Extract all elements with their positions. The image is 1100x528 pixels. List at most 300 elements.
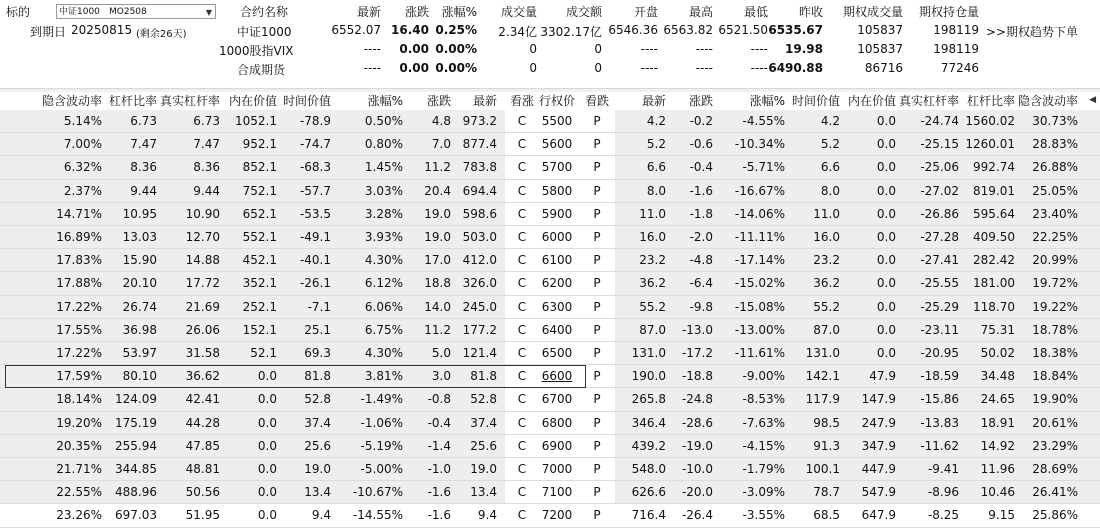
put-real-leverage: -8.25 <box>927 508 959 523</box>
strike: 6000 <box>541 230 573 244</box>
put-change: -0.6 <box>689 137 713 152</box>
call-last: 412.0 <box>462 253 497 268</box>
put-change: -19.0 <box>681 438 713 453</box>
put-time-value: 36.2 <box>813 276 840 291</box>
put-last: 5.2 <box>646 137 666 152</box>
put-change: -20.0 <box>681 485 713 500</box>
put-time-value: 87.0 <box>813 322 840 337</box>
header-call-real-leverage[interactable]: 真实杠杆率 <box>159 94 220 108</box>
info-change: 16.40 <box>391 23 429 37</box>
call-pct-change: 0.80% <box>364 137 403 152</box>
info-pct-change: 0.25% <box>435 23 477 37</box>
header-strike[interactable]: 行权价 <box>538 94 575 108</box>
put-leverage: 1260.01 <box>965 137 1015 152</box>
call-leverage: 6.73 <box>130 114 157 128</box>
call-intrinsic: 552.1 <box>242 230 277 244</box>
call-time-value: -49.1 <box>299 230 331 244</box>
call-time-value: 25.1 <box>304 322 331 337</box>
put-change: -1.8 <box>689 206 713 221</box>
scroll-left-icon[interactable]: ◀ <box>1089 95 1096 105</box>
put-leverage: 595.64 <box>973 206 1015 221</box>
call-intrinsic: 0.0 <box>257 508 277 523</box>
put-label: P <box>593 508 601 523</box>
put-real-leverage: -18.59 <box>920 369 959 384</box>
info-pct-change: 0.00% <box>435 42 477 56</box>
call-pct-change: 6.06% <box>364 299 403 314</box>
info-turnover: 0 <box>594 42 602 56</box>
put-iv: 30.73% <box>1032 114 1078 128</box>
call-label: C <box>517 137 527 152</box>
header-put-leverage[interactable]: 杠杆比率 <box>966 94 1015 108</box>
call-last: 783.8 <box>462 160 497 175</box>
call-pct-change: 0.50% <box>364 114 403 128</box>
call-last: 694.4 <box>462 183 497 198</box>
put-leverage: 14.92 <box>980 438 1015 453</box>
put-leverage: 10.46 <box>980 485 1015 500</box>
call-iv: 17.59% <box>56 369 102 384</box>
call-time-value: 81.8 <box>304 369 331 384</box>
header-put-real-leverage[interactable]: 真实杠杆率 <box>898 94 959 108</box>
call-time-value: -26.1 <box>299 276 331 291</box>
call-real-leverage: 44.28 <box>185 415 220 430</box>
header-call-label[interactable]: 看涨 <box>509 94 534 108</box>
info-contract-name: 合成期货 <box>237 63 286 77</box>
put-real-leverage: -8.96 <box>927 485 959 500</box>
call-change: 7.0 <box>431 137 451 152</box>
call-pct-change: 6.12% <box>364 276 403 291</box>
call-iv: 17.83% <box>56 253 102 268</box>
option-row[interactable] <box>0 388 1100 411</box>
option-row[interactable] <box>0 342 1100 365</box>
call-last: 13.4 <box>470 485 497 500</box>
put-leverage: 50.02 <box>980 346 1015 360</box>
call-time-value: 69.3 <box>304 346 331 360</box>
call-leverage: 9.44 <box>130 183 157 198</box>
call-last: 19.0 <box>470 462 497 476</box>
call-last: 121.4 <box>462 346 497 360</box>
put-time-value: 16.0 <box>813 230 840 244</box>
info-high: ---- <box>695 61 713 75</box>
call-real-leverage: 42.41 <box>185 392 220 407</box>
expiry-label: 到期日 <box>30 25 67 39</box>
call-iv: 2.37% <box>63 183 102 198</box>
put-label: P <box>593 438 601 453</box>
info-low: ---- <box>750 61 768 75</box>
expiry-date: 20250815 <box>71 23 133 37</box>
put-intrinsic: 0.0 <box>876 160 896 175</box>
call-leverage: 488.96 <box>115 485 157 500</box>
strike: 5600 <box>541 137 573 152</box>
call-leverage: 36.98 <box>122 322 157 337</box>
put-pct-change: -15.02% <box>734 276 785 291</box>
call-real-leverage: 12.70 <box>185 230 220 244</box>
call-intrinsic: 52.1 <box>250 346 277 360</box>
info-header-last: 最新 <box>356 5 381 19</box>
call-change: 19.0 <box>424 206 451 221</box>
option-row[interactable] <box>0 435 1100 458</box>
option-row[interactable] <box>0 133 1100 156</box>
option-row[interactable] <box>0 226 1100 249</box>
call-time-value: -57.7 <box>299 183 331 198</box>
header-put-change[interactable]: 涨跌 <box>688 94 713 108</box>
call-pct-change: 3.93% <box>364 230 403 244</box>
put-label: P <box>593 485 601 500</box>
option-row[interactable] <box>0 203 1100 226</box>
option-row[interactable] <box>0 481 1100 504</box>
info-contract-name: 1000股指VIX <box>219 44 294 58</box>
call-change: 11.2 <box>424 322 451 337</box>
call-label: C <box>517 462 527 476</box>
strike: 7200 <box>541 508 573 523</box>
put-last: 16.0 <box>639 230 666 244</box>
put-time-value: 55.2 <box>813 299 840 314</box>
put-real-leverage: -25.15 <box>920 137 959 152</box>
put-real-leverage: -25.06 <box>920 160 959 175</box>
put-pct-change: -4.55% <box>742 114 785 128</box>
underlying-select[interactable] <box>56 4 216 19</box>
put-pct-change: -7.63% <box>742 415 785 430</box>
call-iv: 7.00% <box>63 137 102 152</box>
header-put-intrinsic[interactable]: 内在价值 <box>847 94 896 108</box>
call-last: 973.2 <box>462 114 497 128</box>
call-intrinsic: 152.1 <box>242 322 277 337</box>
call-real-leverage: 50.56 <box>185 485 220 500</box>
info-option-volume: 105837 <box>857 42 903 56</box>
put-iv: 25.86% <box>1032 508 1078 523</box>
header-call-leverage[interactable]: 杠杆比率 <box>108 94 157 108</box>
header-call-iv[interactable]: 隐含波动率 <box>41 94 102 108</box>
put-last: 131.0 <box>631 346 666 360</box>
call-real-leverage: 36.62 <box>185 369 220 384</box>
call-iv: 16.89% <box>56 230 102 244</box>
strike: 6800 <box>541 415 573 430</box>
call-time-value: 13.4 <box>304 485 331 500</box>
expiry-remaining: (剩余26天) <box>136 29 187 40</box>
call-last: 9.4 <box>477 508 497 523</box>
put-iv: 19.22% <box>1032 299 1078 314</box>
put-label: P <box>593 392 601 407</box>
option-row[interactable] <box>0 272 1100 295</box>
put-last: 626.6 <box>631 485 666 500</box>
put-intrinsic: 0.0 <box>876 253 896 268</box>
call-real-leverage: 17.72 <box>185 276 220 291</box>
call-change: 19.0 <box>424 230 451 244</box>
put-intrinsic: 0.0 <box>876 114 896 128</box>
call-change: -0.4 <box>427 415 451 430</box>
call-time-value: -7.1 <box>307 299 331 314</box>
call-last: 326.0 <box>462 276 497 291</box>
call-change: 3.0 <box>431 369 451 384</box>
put-time-value: 131.0 <box>805 346 840 360</box>
strike: 7000 <box>541 462 573 476</box>
put-pct-change: -11.61% <box>734 346 785 360</box>
header-put-pct-change[interactable]: 涨幅% <box>749 94 785 108</box>
info-low: 6521.50 <box>718 23 768 37</box>
put-real-leverage: -24.74 <box>920 114 959 128</box>
put-pct-change: -3.09% <box>742 485 785 500</box>
strike: 7100 <box>541 485 573 500</box>
option-row[interactable] <box>0 458 1100 481</box>
info-last: 6552.07 <box>331 23 381 37</box>
call-intrinsic: 852.1 <box>242 160 277 175</box>
call-label: C <box>517 114 527 128</box>
put-pct-change: -17.14% <box>734 253 785 268</box>
put-intrinsic: 347.9 <box>861 438 896 453</box>
put-label: P <box>593 160 601 175</box>
call-iv: 6.32% <box>63 160 102 175</box>
put-change: -10.0 <box>681 462 713 476</box>
info-low: ---- <box>750 42 768 56</box>
put-intrinsic: 647.9 <box>861 508 896 523</box>
call-intrinsic: 0.0 <box>257 415 277 430</box>
call-last: 177.2 <box>462 322 497 337</box>
info-header-open: 开盘 <box>633 5 658 19</box>
put-leverage: 181.00 <box>973 276 1015 291</box>
call-change: -1.4 <box>427 438 451 453</box>
strike: 6200 <box>541 276 573 291</box>
call-iv: 21.71% <box>56 462 102 476</box>
call-label: C <box>517 206 527 221</box>
call-leverage: 13.03 <box>122 230 157 244</box>
put-pct-change: -3.55% <box>742 508 785 523</box>
call-label: C <box>517 160 527 175</box>
info-turnover: 0 <box>594 61 602 75</box>
put-iv: 18.84% <box>1032 369 1078 384</box>
call-change: 14.0 <box>424 299 451 314</box>
call-intrinsic: 0.0 <box>257 438 277 453</box>
header-put-iv[interactable]: 隐含波动率 <box>1017 94 1078 108</box>
call-label: C <box>517 485 527 500</box>
info-header-contract-name: 合约名称 <box>240 5 289 19</box>
call-iv: 18.14% <box>56 392 102 407</box>
option-row[interactable] <box>0 180 1100 203</box>
option-row[interactable] <box>0 412 1100 435</box>
put-time-value: 4.2 <box>820 114 840 128</box>
info-header-turnover: 成交额 <box>565 5 602 19</box>
call-label: C <box>517 415 527 430</box>
put-real-leverage: -9.41 <box>927 462 959 476</box>
put-time-value: 100.1 <box>805 462 840 476</box>
call-pct-change: 3.28% <box>364 206 403 221</box>
put-label: P <box>593 369 601 384</box>
put-time-value: 23.2 <box>813 253 840 268</box>
put-last: 439.2 <box>631 438 666 453</box>
call-change: 17.0 <box>424 253 451 268</box>
call-label: C <box>517 392 527 407</box>
call-time-value: 9.4 <box>311 508 331 523</box>
put-pct-change: -13.00% <box>734 322 785 337</box>
call-change: -0.8 <box>427 392 451 407</box>
put-intrinsic: 247.9 <box>861 415 896 430</box>
strike: 6900 <box>541 438 573 453</box>
put-label: P <box>593 230 601 244</box>
call-pct-change: 1.45% <box>364 160 403 175</box>
put-label: P <box>593 322 601 337</box>
call-last: 245.0 <box>462 299 497 314</box>
call-label: C <box>517 322 527 337</box>
call-intrinsic: 0.0 <box>257 369 277 384</box>
call-real-leverage: 8.36 <box>193 160 220 175</box>
put-change: -26.4 <box>681 508 713 523</box>
put-iv: 23.40% <box>1032 206 1078 221</box>
call-change: 20.4 <box>424 183 451 198</box>
call-time-value: 19.0 <box>304 462 331 476</box>
put-pct-change: -15.08% <box>734 299 785 314</box>
put-intrinsic: 0.0 <box>876 206 896 221</box>
put-last: 36.2 <box>639 276 666 291</box>
call-time-value: 25.6 <box>304 438 331 453</box>
info-contract-name: 中证1000 <box>237 25 292 39</box>
put-last: 55.2 <box>639 299 666 314</box>
call-pct-change: -1.06% <box>360 415 403 430</box>
header-call-time-value[interactable]: 时间价值 <box>282 94 331 108</box>
call-iv: 23.26% <box>56 508 102 523</box>
put-pct-change: -8.53% <box>742 392 785 407</box>
call-iv: 14.71% <box>56 206 102 221</box>
put-leverage: 34.48 <box>980 369 1015 384</box>
call-pct-change: -1.49% <box>360 392 403 407</box>
info-high: ---- <box>695 42 713 56</box>
put-last: 11.0 <box>639 206 666 221</box>
strike: 5700 <box>541 160 573 175</box>
info-last: ---- <box>363 42 381 56</box>
option-row[interactable] <box>0 319 1100 342</box>
call-label: C <box>517 346 527 360</box>
call-intrinsic: 352.1 <box>242 276 277 291</box>
put-label: P <box>593 206 601 221</box>
call-pct-change: -5.00% <box>360 462 403 476</box>
call-pct-change: -14.55% <box>352 508 403 523</box>
put-pct-change: -14.06% <box>734 206 785 221</box>
put-leverage: 282.42 <box>973 253 1015 268</box>
put-label: P <box>593 276 601 291</box>
strike: 5900 <box>541 206 573 221</box>
call-real-leverage: 7.47 <box>193 137 220 152</box>
put-intrinsic: 0.0 <box>876 230 896 244</box>
call-label: C <box>517 369 527 384</box>
strike: 6500 <box>541 346 573 360</box>
put-last: 716.4 <box>631 508 666 523</box>
info-prev-close: 6535.67 <box>768 23 823 37</box>
call-leverage: 175.19 <box>115 415 157 430</box>
info-change: 0.00 <box>399 61 429 75</box>
info-header-low: 最低 <box>743 5 768 19</box>
put-real-leverage: -20.95 <box>920 346 959 360</box>
option-row[interactable] <box>0 110 1100 133</box>
call-pct-change: 4.30% <box>364 253 403 268</box>
call-last: 25.6 <box>470 438 497 453</box>
call-last: 52.8 <box>470 392 497 407</box>
put-pct-change: -4.15% <box>742 438 785 453</box>
put-last: 8.0 <box>646 183 666 198</box>
put-iv: 22.25% <box>1032 230 1078 244</box>
call-time-value: -40.1 <box>299 253 331 268</box>
put-time-value: 142.1 <box>805 369 840 384</box>
info-header-high: 最高 <box>688 5 713 19</box>
info-pct-change: 0.00% <box>435 61 477 75</box>
put-change: -0.4 <box>689 160 713 175</box>
series-select-value: MO2508 <box>109 7 147 17</box>
put-last: 87.0 <box>639 322 666 337</box>
info-header-option-volume: 期权成交量 <box>842 5 903 19</box>
put-last: 23.2 <box>639 253 666 268</box>
option-row[interactable] <box>0 296 1100 319</box>
call-leverage: 53.97 <box>122 346 157 360</box>
put-intrinsic: 0.0 <box>876 346 896 360</box>
header-put-label[interactable]: 看跌 <box>584 94 609 108</box>
header-call-pct-change[interactable]: 涨幅% <box>367 94 403 108</box>
put-last: 190.0 <box>631 369 666 384</box>
put-real-leverage: -23.11 <box>920 322 959 337</box>
call-iv: 5.14% <box>63 114 102 128</box>
option-row[interactable] <box>0 156 1100 179</box>
info-option-open-interest: 198119 <box>933 42 979 56</box>
call-time-value: -74.7 <box>299 137 331 152</box>
put-real-leverage: -11.62 <box>920 438 959 453</box>
header-put-last[interactable]: 最新 <box>641 94 666 108</box>
trend-order-button[interactable]: >>期权趋势下单 <box>985 25 1078 39</box>
call-intrinsic: 452.1 <box>242 253 277 268</box>
info-volume: 0 <box>529 42 537 56</box>
call-leverage: 10.95 <box>122 206 157 221</box>
put-change: -1.6 <box>689 183 713 198</box>
call-real-leverage: 51.95 <box>185 508 220 523</box>
put-iv: 18.78% <box>1032 322 1078 337</box>
header-call-last[interactable]: 最新 <box>472 94 497 108</box>
call-leverage: 15.90 <box>122 253 157 268</box>
option-row[interactable] <box>0 504 1100 527</box>
header-call-change[interactable]: 涨跌 <box>426 94 451 108</box>
header-put-time-value[interactable]: 时间价值 <box>791 94 840 108</box>
call-leverage: 124.09 <box>115 392 157 407</box>
info-header-prev-close: 昨收 <box>798 5 823 19</box>
call-pct-change: 3.81% <box>364 369 403 384</box>
call-iv: 17.22% <box>56 346 102 360</box>
info-header-volume: 成交量 <box>500 5 537 19</box>
put-time-value: 91.3 <box>813 438 840 453</box>
underlying-select-value: 中证1000 <box>59 7 100 17</box>
option-row[interactable] <box>0 249 1100 272</box>
call-real-leverage: 26.06 <box>185 322 220 337</box>
put-time-value: 78.7 <box>813 485 840 500</box>
call-iv: 17.88% <box>56 276 102 291</box>
call-leverage: 344.85 <box>115 462 157 476</box>
call-change: 11.2 <box>424 160 451 175</box>
call-pct-change: 6.75% <box>364 322 403 337</box>
info-option-open-interest: 198119 <box>933 23 979 37</box>
info-header-pct-change: 涨幅% <box>441 5 477 19</box>
put-pct-change: -10.34% <box>734 137 785 152</box>
strike: 5500 <box>541 114 573 128</box>
call-real-leverage: 6.73 <box>193 114 220 128</box>
put-change: -17.2 <box>681 346 713 360</box>
strike: 6100 <box>541 253 573 268</box>
strike: 6300 <box>541 299 573 314</box>
info-volume: 2.34亿 <box>498 25 537 39</box>
call-label: C <box>517 183 527 198</box>
option-row[interactable] <box>0 365 1100 388</box>
strike: 5800 <box>541 183 573 198</box>
put-label: P <box>593 462 601 476</box>
put-change: -4.8 <box>689 253 713 268</box>
option-chain-table <box>0 92 1100 523</box>
header-call-intrinsic[interactable]: 内在价值 <box>228 94 277 108</box>
put-real-leverage: -25.55 <box>920 276 959 291</box>
call-iv: 17.22% <box>56 299 102 314</box>
put-iv: 19.90% <box>1032 392 1078 407</box>
chevron-down-icon[interactable]: ▼ <box>205 8 212 17</box>
call-pct-change: 3.03% <box>364 183 403 198</box>
